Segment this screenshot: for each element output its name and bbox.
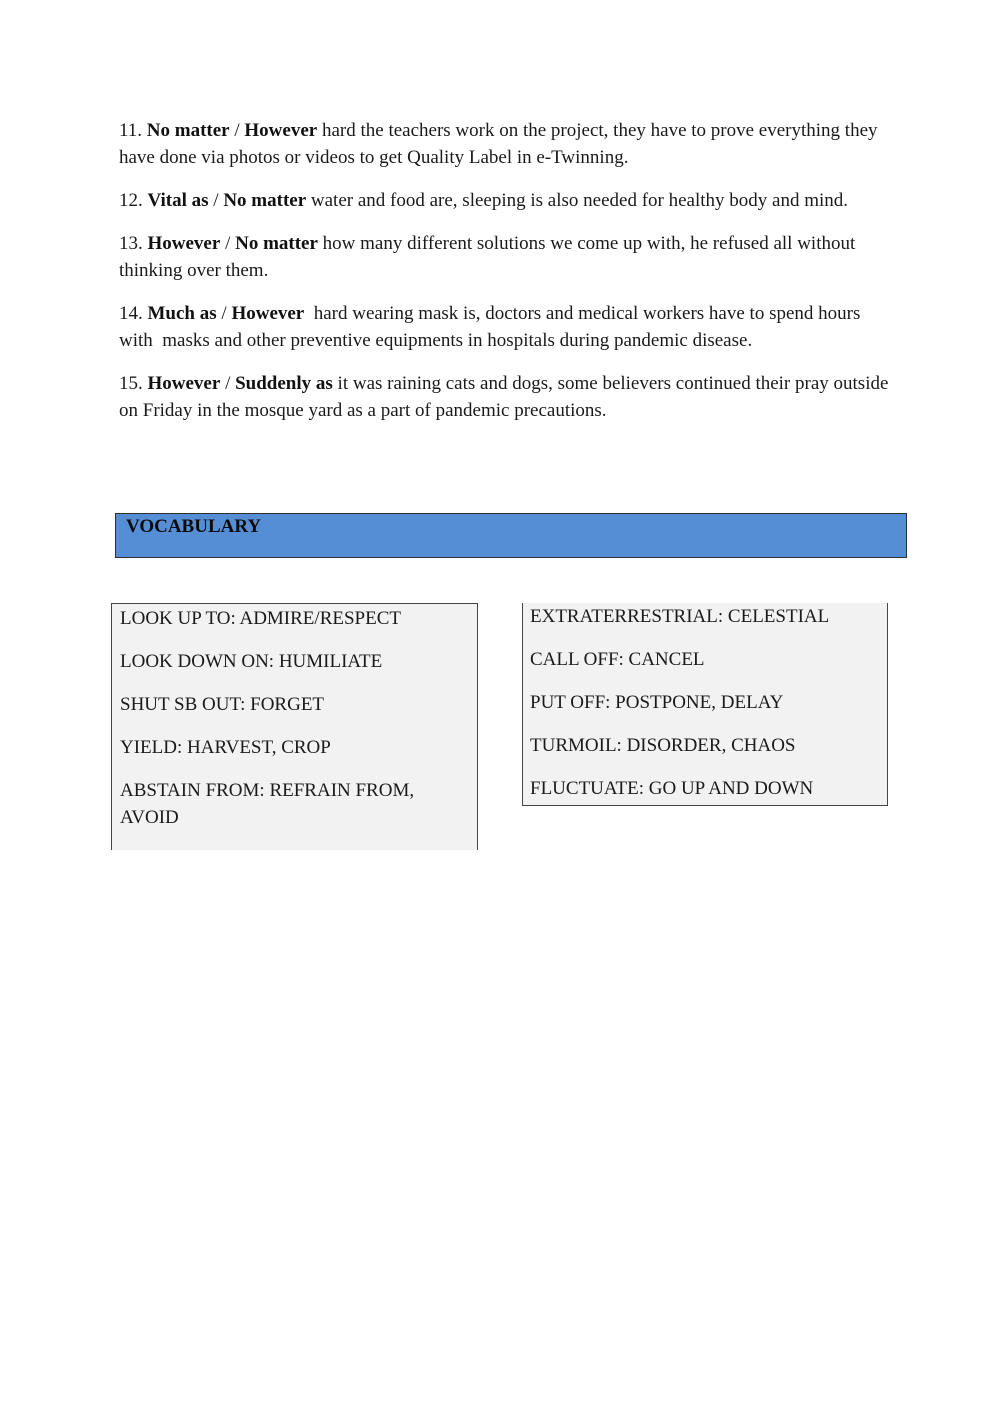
question-11 <box>119 117 889 171</box>
question-text: it was raining cats and dogs, some believers continued their pray outside on Friday in the mosque yard as a part of pandemic precautions. <box>119 373 894 421</box>
option-two: No matter <box>223 190 307 211</box>
option-one: However <box>147 233 221 254</box>
vocabulary-box-left <box>111 603 478 850</box>
question-number: 11. <box>119 120 147 141</box>
vocab-item: LOOK DOWN ON: HUMILIATE <box>120 651 383 672</box>
option-separator: / <box>220 373 236 394</box>
vocabulary-box-right <box>522 603 888 806</box>
option-one: Much as <box>147 303 217 324</box>
question-number: 14. <box>119 303 148 324</box>
vocab-item: PUT OFF: POSTPONE, DELAY <box>530 692 784 713</box>
question-text: water and food are, sleeping is also needed for healthy body and mind. <box>306 190 849 211</box>
vocabulary-title: VOCABULARY <box>126 516 262 537</box>
question-number: 12. <box>119 190 148 211</box>
vocab-item: EXTRATERRESTRIAL: CELESTIAL <box>530 606 830 627</box>
question-text: hard wearing mask is, doctors and medical workers have to spend hours with masks and other preventive equipments in hospitals during pandemic disease. <box>119 303 866 351</box>
vocab-item: FLUCTUATE: GO UP AND DOWN <box>530 778 814 799</box>
option-separator: / <box>229 120 245 141</box>
option-one: However <box>147 373 221 394</box>
vocabulary-header <box>115 513 907 558</box>
vocab-item: YIELD: HARVEST, CROP <box>120 737 331 758</box>
vocab-item: ABSTAIN FROM: REFRAIN FROM, AVOID <box>120 780 415 828</box>
question-number: 15. <box>119 373 148 394</box>
question-list <box>119 117 894 440</box>
option-separator: / <box>216 303 232 324</box>
vocab-item: TURMOIL: DISORDER, CHAOS <box>530 735 796 756</box>
option-two: However <box>244 120 318 141</box>
option-separator: / <box>208 190 224 211</box>
option-two: Suddenly as <box>235 373 333 394</box>
option-two: No matter <box>235 233 318 254</box>
vocab-item: SHUT SB OUT: FORGET <box>120 694 325 715</box>
option-one: Vital as <box>147 190 209 211</box>
question-number: 13. <box>119 233 148 254</box>
question-15 <box>119 370 894 424</box>
option-one: No matter <box>146 120 230 141</box>
question-13 <box>119 230 889 284</box>
option-separator: / <box>220 233 236 254</box>
question-12 <box>119 187 889 214</box>
question-14 <box>119 300 889 354</box>
vocab-item: CALL OFF: CANCEL <box>530 649 705 670</box>
question-text: how many different solutions we come up with, he refused all without thinking over them. <box>119 233 861 281</box>
option-two: However <box>231 303 305 324</box>
question-text: hard the teachers work on the project, they have to prove everything they have done via photos or videos to get Quality Label in e-Twinning. <box>119 120 883 168</box>
vocab-item: LOOK UP TO: ADMIRE/RESPECT <box>120 608 401 629</box>
